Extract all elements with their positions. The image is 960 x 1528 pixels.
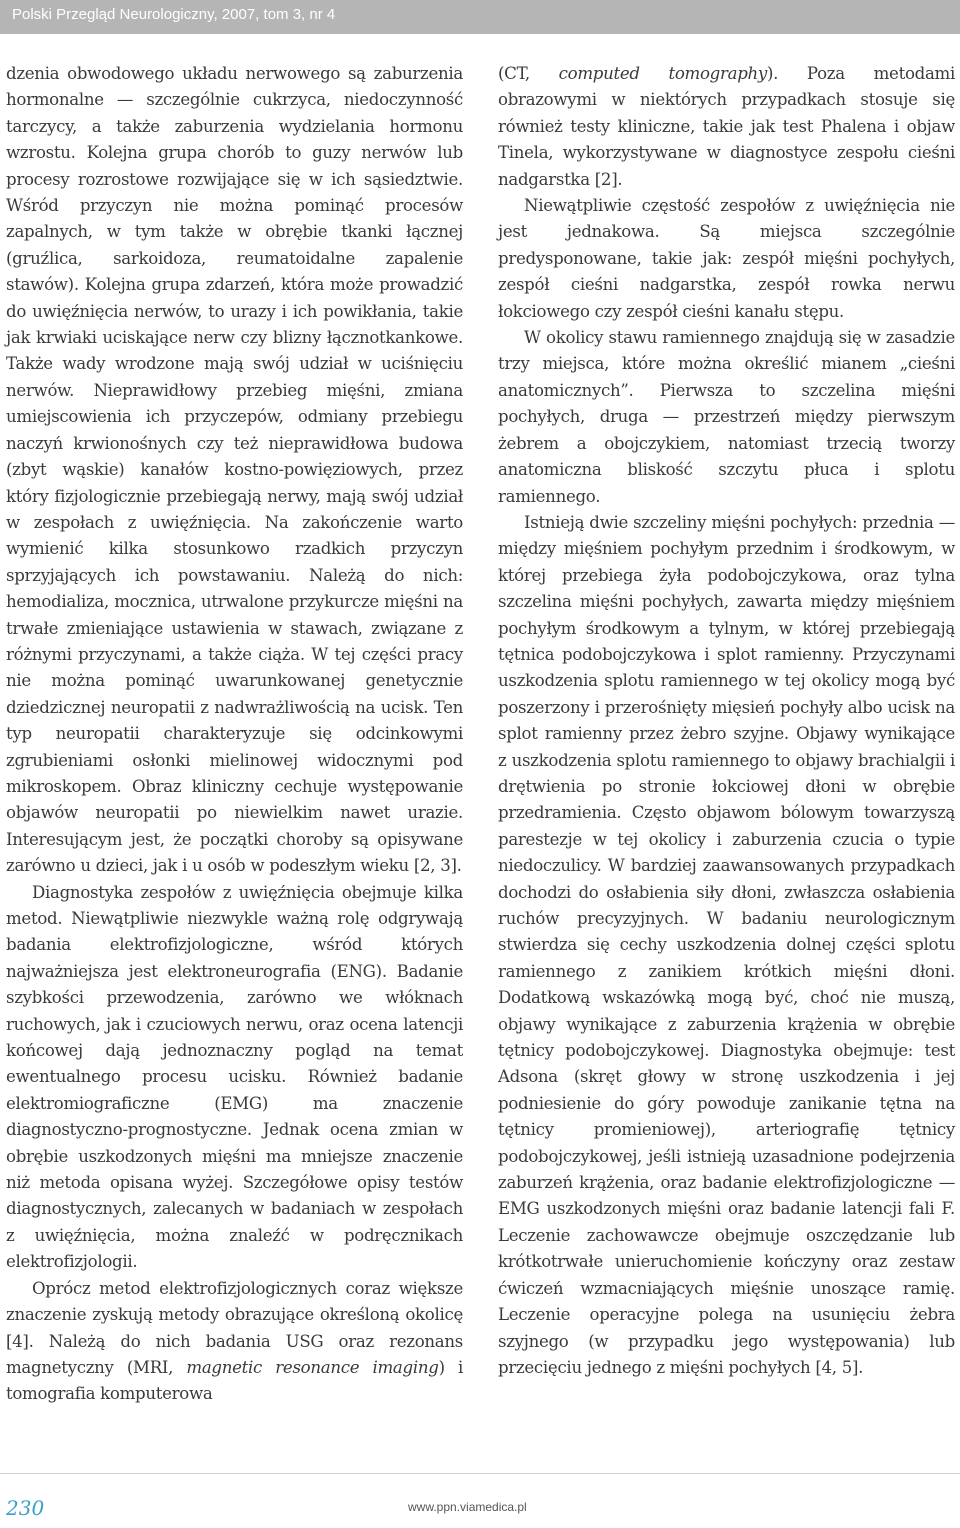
footer-url: www.ppn.viamedica.pl	[408, 1500, 527, 1514]
left-paragraph-3	[6, 1276, 463, 1408]
journal-header-bar	[0, 0, 960, 34]
right-paragraph-3: W okolicy stawu ramiennego znajdują się w zasadzie trzy miejsca, które można określić mianem „cieśni anatomicznych”. Pierwsza to szczelina mięśni pochyłych, druga — przestrzeń między pierwszym żebrem a obojczykiem, natomiast trzecią tworzy anatomiczna bliskość szczytu płuca i splotu ramiennego.	[498, 328, 955, 506]
left-paragraph-2: Diagnostyka zespołów z uwięźnięcia obejmuje kilka metod. Niewątpliwie niezwykle ważną rolę odgrywają badania elektrofizjologiczne, wśród których najważniejsza jest elektroneurografia (ENG). Badanie szybkości przewodzenia, zarówno we włóknach ruchowych, jak i czuciowych nerwu, oraz ocena latencji końcowej dają jednoznaczny pogląd na temat ewentualnego procesu ucisku. Również badanie elektromiograficzne (EMG) ma znaczenie diagnostyczno-prognostyczne. Jednak ocena zmian w obrębie uszkodzonych mięśni ma mniejsze znaczenie niż metoda opisana wyżej. Szczegółowe opisy testów diagnostycznych, zalecanych w badaniach w zespołach z uwięźnięcia, można znaleźć w podręcznikach elektrofizjologii.	[6, 882, 463, 1272]
left-paragraph-3-italic-term: magnetic resonance imaging	[186, 1357, 439, 1377]
right-text-column	[498, 61, 955, 1381]
right-paragraph-1-text-b: ). Poza metodami obrazowymi w niektórych przypadkach stosuje się również testy kliniczne, takie jak test Phalena i objaw Tinela, wykorzystywane w diagnostyce zespołu cieśni nadgarstka [2].	[498, 64, 955, 189]
right-paragraph-1-italic-term: computed tomography	[558, 64, 767, 83]
page-number: 230	[6, 1496, 45, 1520]
journal-header-title: Polski Przegląd Neurologiczny, 2007, tom 3, nr 4	[12, 6, 336, 23]
right-paragraph-2: Niewątpliwie częstość zespołów z uwięźnięcia nie jest jednakowa. Są miejsca szczególnie predysponowane, takie jak: zespół mięśni pochyłych, zespół cieśni nadgarstka, zespół rowka nerwu łokciowego czy zespół cieśni kanału stępu.	[498, 196, 955, 321]
left-paragraph-3-text-b: ) i tomografia komputerowa	[6, 1357, 463, 1404]
footer-divider	[0, 1473, 960, 1474]
left-text-column	[6, 61, 463, 1408]
right-paragraph-1	[498, 61, 955, 193]
left-paragraph-3-text-a: Oprócz metod elektrofizjologicznych coraz większe znaczenie zyskują metody obrazujące określoną okolicę [4]. Należą do nich badania USG oraz rezonans magnetyczny (MRI,	[6, 1278, 463, 1377]
left-paragraph-1: dzenia obwodowego układu nerwowego są zaburzenia hormonalne — szczególnie cukrzyca, niedoczynność tarczycy, a także zaburzenia wydzielania hormonu wzrostu. Kolejna grupa chorób to guzy nerwów lub procesy rozrostowe rozwijające się w ich sąsiedztwie. Wśród przyczyn nie można pominąć procesów zapalnych, w tym także w obrębie tkanki łącznej (gruźlica, sarkoidoza, reumatoidalne zapalenie stawów). Kolejna grupa zdarzeń, która może prowadzić do uwięźnięcia nerwów, to urazy i ich powikłania, takie jak krwiaki uciskające nerw czy blizny łącznotkankowe. Także wady wrodzone mają swój udział w uciśnięciu nerwów. Nieprawidłowy przebieg mięśni, zmiana umiejscowienia ich przyczepów, odmiany przebiegu naczyń krwionośnych czy też nieprawidłowa budowa (zbyt wąskie) kanałów kostno-powięziowych, przez który fizjologicznie przebiegają nerwy, mają swój udział w zespołach z uwięźnięcia. Na zakończenie warto wymienić kilka stosunkowo rzadkich przyczyn sprzyjających ich powstawaniu. Należą do nich: hemodializa, mocznica, utrwalone przykurcze mięśni na trwałe zmieniające ustawienia w stawach, związane z różnymi przyczynami, a także ciąża. W tej części pracy nie można pominąć uwarunkowanej genetycznie dziedzicznej neuropatii z nadwrażliwością na ucisk. Ten typ neuropatii charakteryzuje się odcinkowymi zgrubieniami osłonki mielinowej widocznymi pod mikroskopem. Obraz kliniczny cechuje występowanie objawów neuropatii po niewielkim nawet urazie. Interesującym jest, że początki choroby są opisywane zarówno u dzieci, jak i u osób w podeszłym wieku [2, 3].	[6, 64, 463, 876]
right-paragraph-1-text-a: (CT,	[498, 64, 559, 83]
right-paragraph-4: Istnieją dwie szczeliny mięśni pochyłych: przednia — między mięśniem pochyłym przednim i środkowym, w której przebiega żyła podobojczykowa, oraz tylna szczelina mięśni pochyłych, zawarta między mięśniem pochyłym środkowym a tylnym, w której przebiegają tętnica podobojczykowa i splot ramienny. Przyczynami uszkodzenia splotu ramiennego w tej okolicy mogą być poszerzony i przerośnięty mięsień pochyły albo ucisk na splot ramienny przez żebro szyjne. Objawy wynikające z uszkodzenia splotu ramiennego to objawy brachialgii i drętwienia po stronie łokciowej dłoni w obrębie przedramienia. Często objawom bólowym towarzyszą parestezje w tej okolicy i zaburzenia czucia o typie niedoczulicy. W bardziej zaawansowanych przypadkach dochodzi do osłabienia siły dłoni, zwłaszcza osłabienia ruchów precyzyjnych. W badaniu neurologicznym stwierdza się cechy uszkodzenia dolnej części splotu ramiennego z zanikiem krótkich mięśni dłoni. Dodatkową wskazówką mogą być, choć nie muszą, objawy wynikające z zaburzenia krążenia w obrębie tętnicy podobojczykowej. Diagnostyka obejmuje: test Adsona (skręt głowy w stronę uszkodzenia i jej podniesienie do góry powoduje zanikanie tętna na tętnicy promieniowej), arteriografię tętnicy podobojczykowej, jeśli istnieją uzasadnione podejrzenia zaburzeń krążenia, oraz badanie elektrofizjologiczne — EMG uszkodzonych mięśni oraz badanie latencji fali F. Leczenie zachowawcze obejmuje oszczędzanie lub krótkotrwałe unieruchomienie kończyny oraz zestaw ćwiczeń wzmacniających mięśnie unoszące ramię. Leczenie operacyjne polega na usunięciu żebra szyjnego (w przypadku jego występowania) lub przecięciu jednego z mięśni pochyłych [4, 5].	[498, 512, 955, 1377]
